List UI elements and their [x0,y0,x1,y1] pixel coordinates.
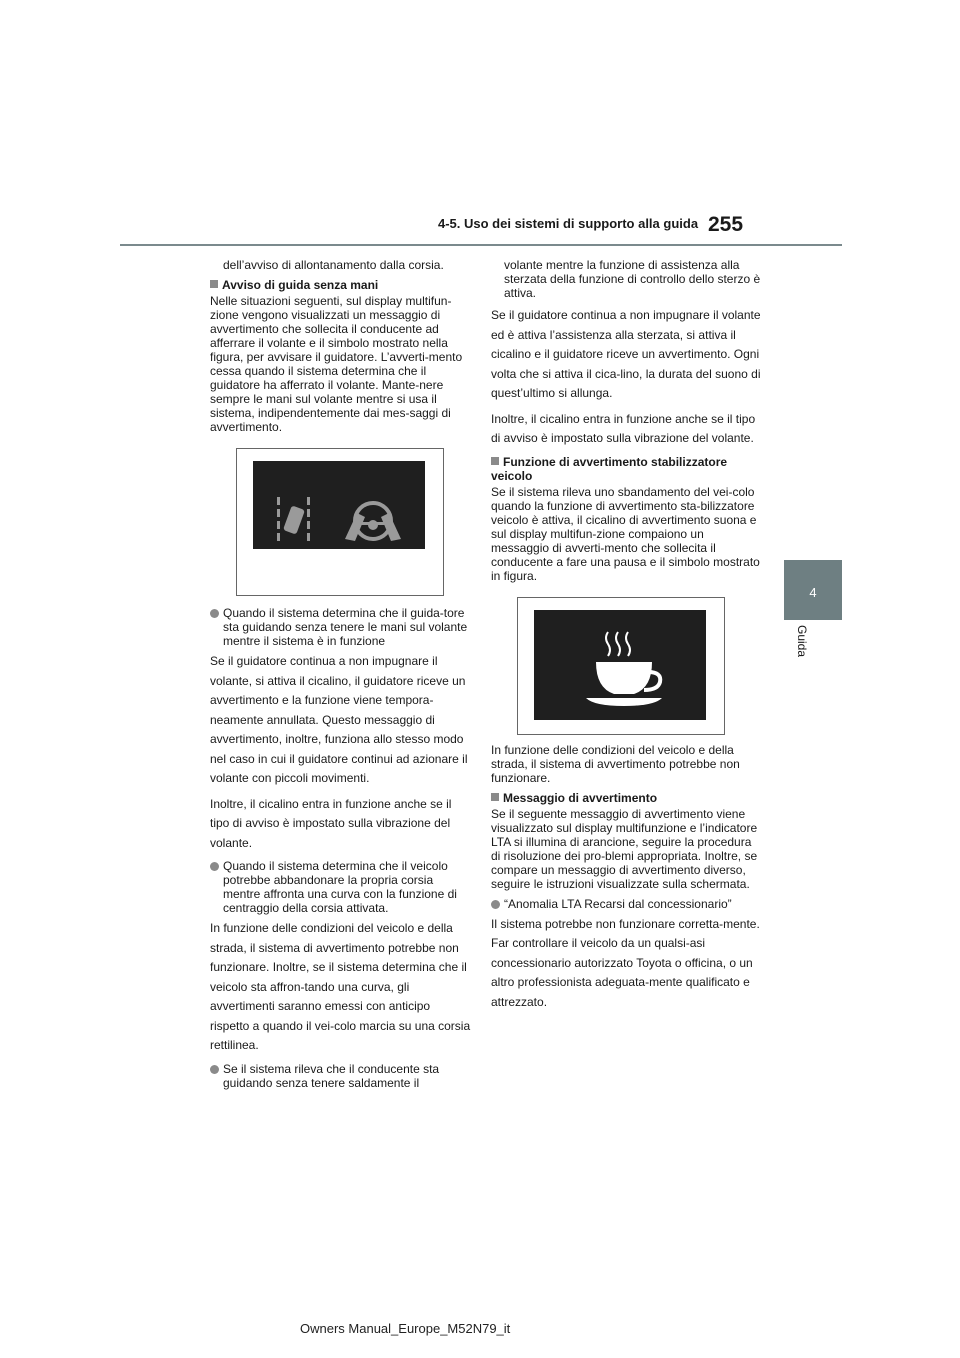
figure-hands-off [236,448,444,596]
heading-hands-off [210,278,472,292]
chapter-label: Guida [795,625,809,658]
section-title: 4-5. Uso dei sistemi di supporto alla guida [438,216,699,231]
bullet-dot-icon [210,1065,219,1074]
paragraph: Se il guidatore continua a non impugnare il volante ed è attiva l’assistenza alla sterzata, si attiva il cicalino e il guidatore riceve un avvertimento. Ogni volta che si attiva il cica-lino, la durata del suono di quest’ultimo si allunga. [491,308,761,400]
heading-text: Funzione di avvertimento stabilizzatore veicolo [491,454,728,483]
bullet-dot-icon [210,862,219,871]
paragraph: Se il seguente messaggio di avvertimento viene visualizzato sul display multifunzione e l’indicatore LTA si illumina di arancione, seguire la procedura di risoluzione dei pro-blemi appropriata. Inoltre, se compare un messaggio di avvertimento diverso, seguire le istruzioni visualizzate sulla schermata. [491,806,758,891]
paragraph: Il sistema potrebbe non funzionare corretta-mente. Far controllare il veicolo da un qualsi-asi concessionario autorizzato Toyota o officina, o un altro professionista adeguata-mente qualificato e attrezzato. [491,916,760,1009]
bullet-text: Se il sistema rileva che il conducente sta guidando senza tenere saldamente il [223,1061,440,1090]
hands-off-steering-warning-icon [253,461,425,549]
figure-coffee-break [517,597,725,735]
square-bullet-icon [491,793,499,801]
heading-text: Messaggio di avvertimento [503,790,658,805]
heading-text: Avviso di guida senza mani [222,278,379,292]
bullet-text: “Anomalia LTA Recarsi dal concessionario” [504,896,732,911]
left-column [210,258,472,1094]
heading-warning-message [491,791,761,805]
continued-text: volante mentre la funzione di assistenza alla sterzata della funzione di controllo dello sterzo è attiva. [504,258,761,300]
bullet-item [210,859,472,915]
bullet-dot-icon [491,900,500,909]
coffee-cup-break-icon [534,610,706,720]
bullet-text: Quando il sistema determina che il guida-tore sta guidando senza tenere le mani sul volante mentre il sistema è in funzione [223,606,468,648]
header-divider [120,244,842,246]
square-bullet-icon [210,280,218,288]
paragraph: Inoltre, il cicalino entra in funzione anche se il tipo di avviso è impostato sulla vibrazione del volante. [491,411,756,445]
right-column [491,258,761,1018]
paragraph: Inoltre, il cicalino entra in funzione anche se il tipo di avviso è impostato sulla vibrazione del volante. [210,796,452,850]
paragraph: Nelle situazioni seguenti, sul display multifun-zione vengono visualizzati un messaggio di avvertimento che sollecita il conducente ad afferrare il volante e il simbolo mostrato nella figura, per avvisare il guidatore. L’avverti-mento cessa quando il sistema determina che il guidatore ha afferrato il volante. Mante-nere sempre le mani sul volante mentre si usa il sistema, indipendentemente dai mes-saggi di avvertimento. [210,294,463,434]
display-screen [534,610,706,720]
paragraph: In funzione delle condizioni del veicolo e della strada, il sistema di avvertimento potrebbe non funzionare. Inoltre, se il sistema determina che il veicolo sta affron-tando una curva, gli avvertimenti saranno emessi con anticipo rispetto a quando il vei-colo marcia su una corsia rettilinea. [210,921,471,1052]
paragraph: Se il sistema rileva uno sbandamento del vei-colo quando la funzione di avvertimento sta-bilizzatore veicolo è attiva, il cicalino di avvertimento suona e sul display multifun-zione compaiono un messaggio di avverti-mento che sollecita il conducente a fare una pausa e il simbolo mostrato in figura. [491,484,760,583]
display-screen [253,461,425,549]
paragraph: In funzione delle condizioni del veicolo e della strada, il sistema di avvertimento potrebbe non funzionare. [491,742,740,785]
footer-text: Owners Manual_Europe_M52N79_it [300,1321,511,1336]
square-bullet-icon [491,457,499,465]
paragraph: Se il guidatore continua a non impugnare il volante, si attiva il cicalino, il guidatore riceve un avvertimento e la funzione viene tempora-neamente annullata. Questo messaggio di avvertimento, inoltre, funziona allo stesso modo nel caso in cui il guidatore continui ad azionare il volante con piccoli movimenti. [210,654,468,785]
continued-text: dell’avviso di allontanamento dalla corsia. [223,258,444,272]
page-number: 255 [708,213,744,236]
bullet-item [491,897,761,911]
bullet-text: Quando il sistema determina che il veicolo potrebbe abbandonare la propria corsia mentre affronta una curva con la funzione di centraggio della corsia attivata. [223,859,457,915]
bullet-item [210,1062,472,1090]
chapter-number: 4 [809,585,817,600]
bullet-dot-icon [210,609,219,618]
bullet-item [210,606,472,648]
heading-stability [491,455,761,483]
